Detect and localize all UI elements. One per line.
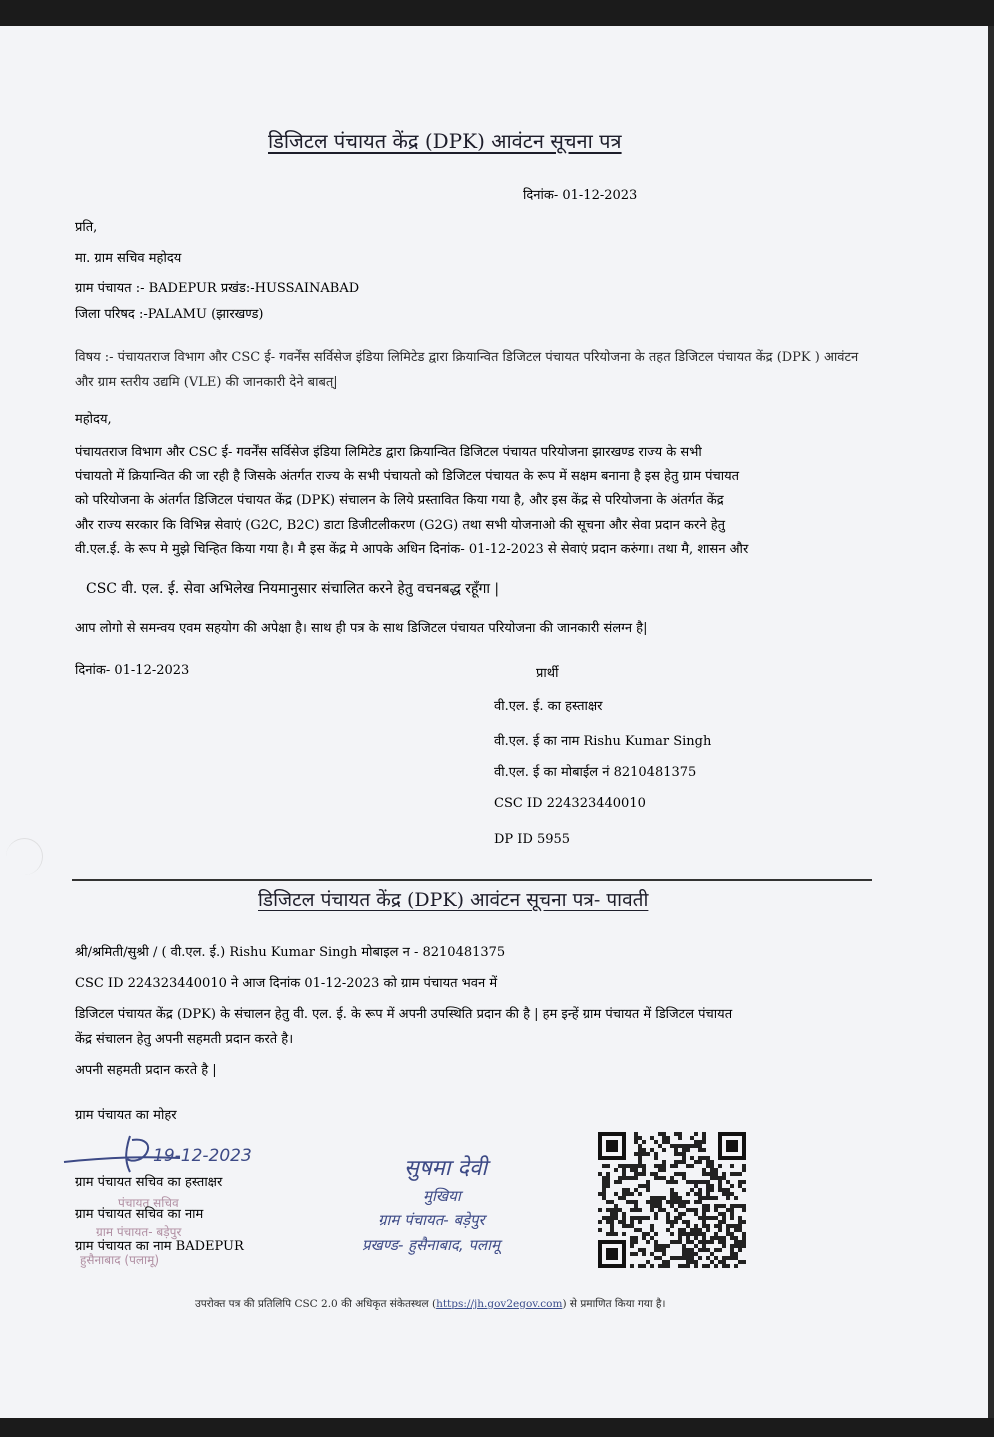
vle-csc-id: CSC ID 224323440010 — [494, 796, 646, 811]
receipt-title: डिजिटल पंचायत केंद्र (DPK) आवंटन सूचना पत्र- पावती — [258, 889, 649, 911]
body-line: को परियोजना के अंतर्गत डिजिटल पंचायत केंद्र (DPK) संचालन के लिये प्रस्तावित किया गया है, और इस केंद्र से परियोजना के अंतर्गत केंद्र — [75, 493, 724, 508]
body-line-csc: CSC वी. एल. ई. सेवा अभिलेख नियमानुसार संचालित करने हेतु वचनबद्ध रहूँगा | — [86, 581, 500, 597]
body-line: वी.एल.ई. के रूप मे मुझे चिन्हित किया गया है। मै इस केंद्र मे आपके अधिन दिनांक- 01-12-2023 से सेवाएं प्रदान करुंगा। तथा मै, शासन और — [75, 542, 749, 557]
vle-name: वी.एल. ई का नाम Rishu Kumar Singh — [494, 734, 712, 749]
seal-label: ग्राम पंचायत का मोहर — [75, 1108, 177, 1123]
panchayat-name-label: ग्राम पंचायत का नाम BADEPUR — [75, 1239, 244, 1254]
secretary-sign-label: ग्राम पंचायत सचिव का हस्ताक्षर — [75, 1175, 223, 1190]
mukhiya-signature: सुषमा देवी — [404, 1156, 488, 1181]
footer-date: दिनांक- 01-12-2023 — [75, 663, 190, 678]
certification-link[interactable]: https://jh.gov2egov.com — [436, 1298, 563, 1310]
applicant-heading: प्रार्थी — [536, 666, 559, 681]
body-line: और राज्य सरकार कि विभिन्न सेवाएं (G2C, B2C) डाटा डिजीटलीकरण (G2G) तथा सभी योजनाओ की सूचना और सेवा प्रदान करने हेतु — [75, 518, 726, 533]
vle-mobile: वी.एल. ई का मोबाईल नं 8210481375 — [494, 765, 697, 780]
receipt-line-4: अपनी सहमती प्रदान करते है | — [75, 1063, 217, 1078]
address-panchayat: ग्राम पंचायत :- BADEPUR प्रखंड:-HUSSAINABAD — [75, 281, 360, 296]
secretary-stamp-line: ग्राम पंचायत- बड़ेपुर — [96, 1225, 182, 1239]
vle-dp-id: DP ID 5955 — [494, 832, 571, 847]
certification-text-start: उपरोक्त पत्र की प्रतिलिपि CSC 2.0 की अधिकृत संकेतस्थल ( — [195, 1298, 437, 1310]
receipt-line-3a: डिजिटल पंचायत केंद्र (DPK) के संचालन हेतु वी. एल. ई. के रूप में अपनी उपस्थिति प्रदान की है | हम इन्हें ग्राम पंचायत में डिजिटल पंचायत — [75, 1007, 733, 1022]
secretary-name-label: ग्राम पंचायत सचिव का नाम — [75, 1207, 204, 1222]
section-divider — [72, 879, 872, 881]
body-line: पंचायतो में क्रियान्वित की जा रही है जिसके अंतर्गत राज्य के सभी पंचायतो को डिजिटल पंचायत के रूप में सक्षम बनाना है इस हेतु ग्राम पंचायत — [75, 469, 740, 484]
mukhiya-stamp-panchayat: ग्राम पंचायत- बड़ेपुर — [378, 1211, 485, 1229]
letter-date: दिनांक- 01-12-2023 — [523, 188, 638, 203]
salutation: महोदय, — [75, 412, 112, 427]
body-line: पंचायतराज विभाग और CSC ई- गवर्नेंस सर्विसेज इंडिया लिमिटेड द्वारा क्रियान्वित डिजिटल पंचायत परियोजना झारखण्ड राज्य के सभी — [75, 445, 702, 460]
qr-code-icon — [598, 1132, 746, 1268]
address-district: जिला परिषद :-PALAMU (झारखण्ड) — [75, 307, 264, 322]
secretary-sign-date: 19-12-2023 — [153, 1146, 252, 1166]
request-line: आप लोगो से समन्वय एवम सहयोग की अपेक्षा है। साथ ही पत्र के साथ डिजिटल पंचायत परियोजना की जानकारी संलग्न है| — [75, 621, 648, 636]
secretary-stamp-line: हुसैनाबाद (पलामू) — [80, 1253, 159, 1267]
mukhiya-stamp-block: प्रखण्ड- हुसैनाबाद, पलामू — [362, 1236, 500, 1254]
subject-line: विषय :- पंचायतराज विभाग और CSC ई- गवर्नेंस सर्विसेज इंडिया लिमिटेड द्वारा क्रियान्वित डिजिटल पंचायत परियोजना के तहत डिजिटल पंचायत केंद्र (DPK ) आवंटन और ग्राम स्तरीय उद्यमि (VLE) की जानकारी देने बाबत्| — [75, 350, 859, 390]
page-edge — [988, 26, 994, 1418]
address-to: प्रति, — [75, 220, 98, 235]
certification-text-end: ) से प्रमाणित किया गया है। — [562, 1298, 666, 1310]
secretary-stamp-line: पंचायत सचिव — [118, 1196, 179, 1210]
address-recipient: मा. ग्राम सचिव महोदय — [75, 251, 182, 266]
receipt-line-3b: केंद्र संचालन हेतु अपनी सहमती प्रदान करते है। — [75, 1032, 294, 1047]
scan-mark — [6, 838, 43, 875]
receipt-line-2: CSC ID 224323440010 ने आज दिनांक 01-12-2023 को ग्राम पंचायत भवन में — [75, 976, 498, 991]
receipt-line-1: श्री/श्रमिती/सुश्री / ( वी.एल. ई.) Rishu Kumar Singh मोबाइल न - 8210481375 — [75, 945, 506, 960]
letter-title: डिजिटल पंचायत केंद्र (DPK) आवंटन सूचना पत्र — [268, 129, 622, 153]
certification-line — [195, 1297, 665, 1311]
mukhiya-stamp-title: मुखिया — [423, 1187, 461, 1205]
vle-signature-label: वी.एल. ई. का हस्ताक्षर — [494, 699, 603, 714]
